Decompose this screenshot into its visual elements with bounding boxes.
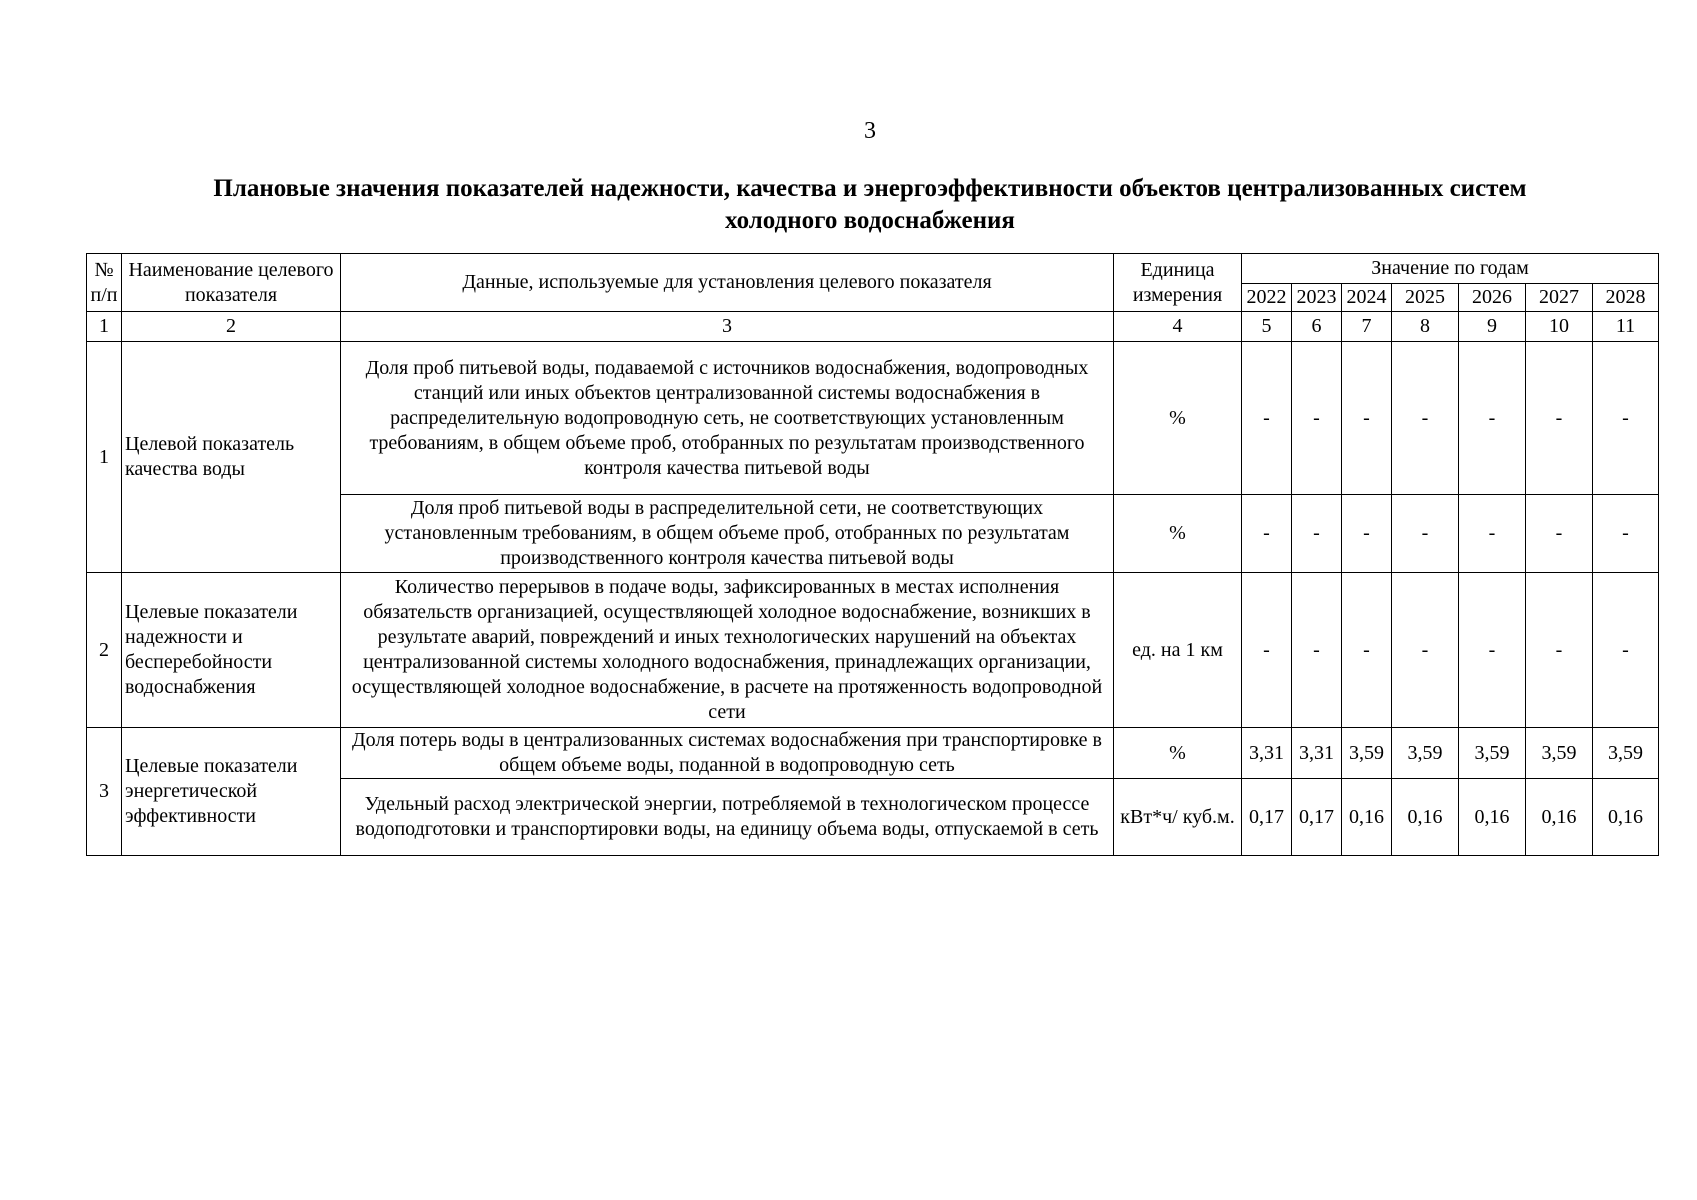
value-cell: -: [1242, 495, 1292, 573]
value-cell: 0,16: [1342, 779, 1392, 856]
value-cell: -: [1593, 495, 1659, 573]
header-year: 2027: [1526, 284, 1593, 312]
page-number: 3: [864, 118, 876, 144]
table-row: [87, 728, 1659, 779]
value-cell: -: [1342, 342, 1392, 495]
value-cell: -: [1392, 342, 1459, 495]
indicator-data: Количество перерывов в подаче воды, зафиксированных в местах исполнения обязательств организацией, осуществляющей холодное водоснабжение, возникших в результате аварий, повреждений и иных технологических нарушений на объектах централизованной системы холодного водоснабжения, принадлежащих организации, осуществляющей холодное водоснабжение, в расчете на протяженность водопроводной сети: [341, 573, 1114, 728]
value-cell: -: [1593, 342, 1659, 495]
indicator-name: Целевые показатели энергетической эффективности: [122, 728, 341, 856]
indicator-data: Доля проб питьевой воды в распределительной сети, не соответствующих установленным требованиям, в общем объеме проб, отобранных по результатам производственного контроля качества питьевой воды: [341, 495, 1114, 573]
value-cell: 3,59: [1526, 728, 1593, 779]
header-year: 2022: [1242, 284, 1292, 312]
value-cell: 0,16: [1593, 779, 1659, 856]
header-unit: Единица измерения: [1114, 254, 1242, 312]
value-cell: -: [1342, 573, 1392, 728]
value-cell: 3,31: [1242, 728, 1292, 779]
header-year: 2028: [1593, 284, 1659, 312]
value-cell: 3,59: [1392, 728, 1459, 779]
column-number: 2: [122, 312, 341, 342]
header-data: Данные, используемые для установления целевого показателя: [341, 254, 1114, 312]
row-no: 1: [87, 342, 122, 573]
column-number: 5: [1242, 312, 1292, 342]
value-cell: -: [1459, 573, 1526, 728]
value-cell: -: [1593, 573, 1659, 728]
value-cell: 0,16: [1526, 779, 1593, 856]
column-number: 10: [1526, 312, 1593, 342]
value-cell: -: [1292, 495, 1342, 573]
header-year: 2025: [1392, 284, 1459, 312]
indicator-data: Удельный расход электрической энергии, потребляемой в технологическом процессе водоподготовки и транспортировки воды, на единицу объема воды, отпускаемой в сеть: [341, 779, 1114, 856]
column-number: 7: [1342, 312, 1392, 342]
column-number: 9: [1459, 312, 1526, 342]
header-values-by-year: Значение по годам: [1242, 254, 1659, 284]
value-cell: -: [1292, 342, 1342, 495]
column-number: 1: [87, 312, 122, 342]
header-year: 2024: [1342, 284, 1392, 312]
indicator-data: Доля потерь воды в централизованных системах водоснабжения при транспортировке в общем объеме воды, поданной в водопроводную сеть: [341, 728, 1114, 779]
unit-cell: кВт*ч/ куб.м.: [1114, 779, 1242, 856]
value-cell: -: [1459, 342, 1526, 495]
header-no: № п/п: [87, 254, 122, 312]
value-cell: -: [1342, 495, 1392, 573]
table-row: [87, 573, 1659, 728]
indicators-table: [86, 253, 1659, 856]
indicator-name: Целевые показатели надежности и бесперебойности водоснабжения: [122, 573, 341, 728]
value-cell: -: [1459, 495, 1526, 573]
value-cell: 0,16: [1392, 779, 1459, 856]
column-number: 3: [341, 312, 1114, 342]
header-year: 2023: [1292, 284, 1342, 312]
row-no: 3: [87, 728, 122, 856]
header-row: [87, 254, 1659, 284]
row-no: 2: [87, 573, 122, 728]
document-title: [110, 173, 1630, 237]
value-cell: -: [1392, 495, 1459, 573]
unit-cell: ед. на 1 км: [1114, 573, 1242, 728]
value-cell: 3,59: [1342, 728, 1392, 779]
value-cell: 3,59: [1459, 728, 1526, 779]
value-cell: 3,31: [1292, 728, 1342, 779]
unit-cell: %: [1114, 495, 1242, 573]
header-name: Наименование целевого показателя: [122, 254, 341, 312]
column-numbers-row: [87, 312, 1659, 342]
table-row: [87, 342, 1659, 495]
title-line-2: холодного водоснабжения: [725, 207, 1015, 234]
column-number: 6: [1292, 312, 1342, 342]
column-number: 8: [1392, 312, 1459, 342]
value-cell: -: [1292, 573, 1342, 728]
column-number: 4: [1114, 312, 1242, 342]
title-line-1: Плановые значения показателей надежности, качества и энергоэффективности объектов централизованных систем: [213, 175, 1527, 202]
value-cell: -: [1242, 573, 1292, 728]
indicator-data: Доля проб питьевой воды, подаваемой с источников водоснабжения, водопроводных станций или иных объектов централизованной системы водоснабжения в распределительную водопроводную сеть, не соответствующих установленным требованиям, в общем объеме проб, отобранных по результатам производственного контроля качества питьевой воды: [341, 342, 1114, 495]
header-year: 2026: [1459, 284, 1526, 312]
value-cell: 0,17: [1242, 779, 1292, 856]
value-cell: -: [1526, 342, 1593, 495]
value-cell: -: [1526, 573, 1593, 728]
value-cell: 3,59: [1593, 728, 1659, 779]
value-cell: -: [1392, 573, 1459, 728]
unit-cell: %: [1114, 728, 1242, 779]
value-cell: 0,17: [1292, 779, 1342, 856]
value-cell: -: [1526, 495, 1593, 573]
value-cell: 0,16: [1459, 779, 1526, 856]
indicator-name: Целевой показатель качества воды: [122, 342, 341, 573]
column-number: 11: [1593, 312, 1659, 342]
value-cell: -: [1242, 342, 1292, 495]
unit-cell: %: [1114, 342, 1242, 495]
